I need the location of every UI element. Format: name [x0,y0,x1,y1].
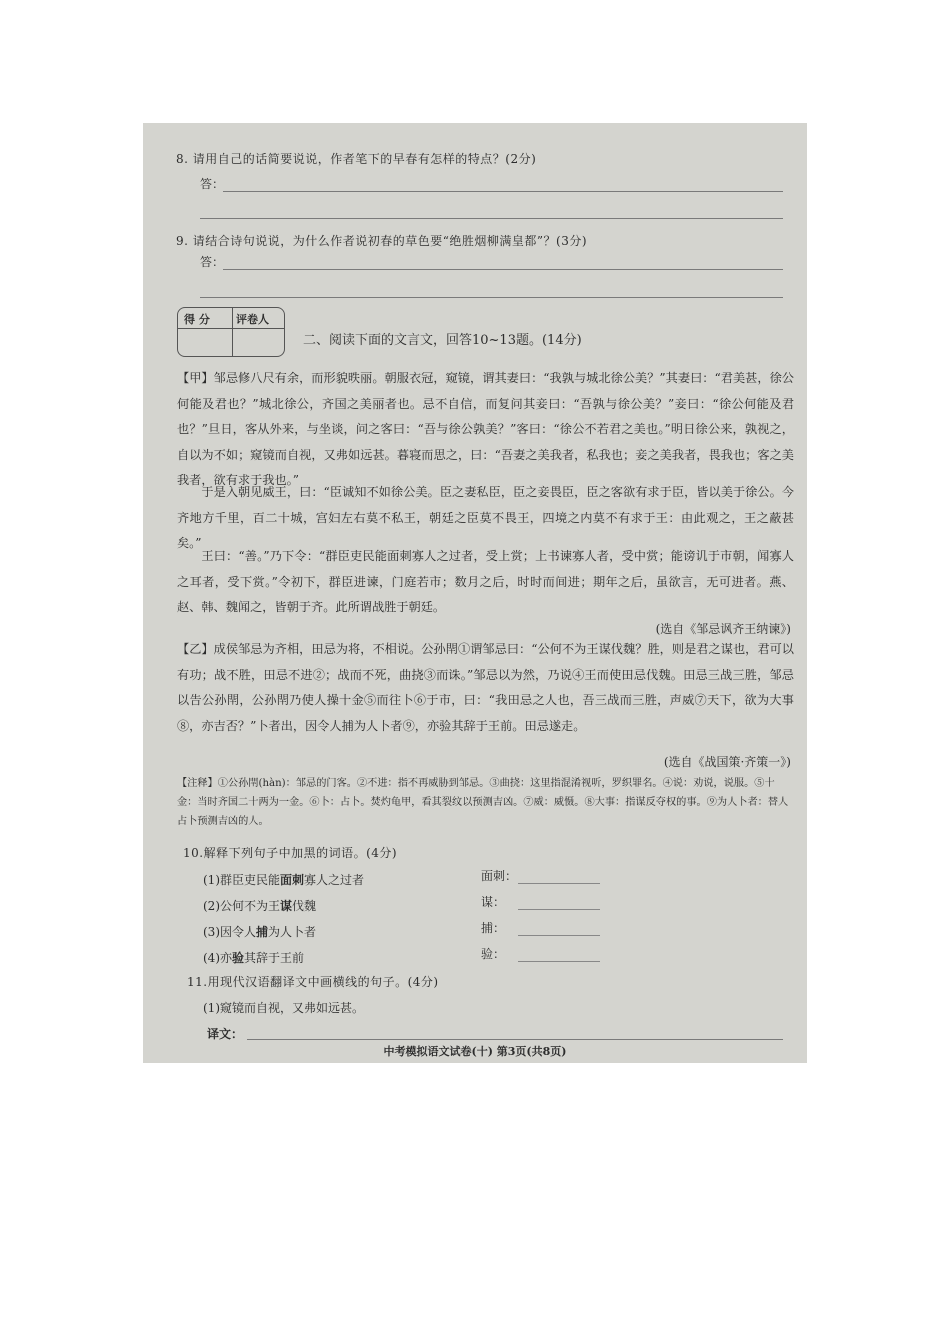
question-9: 9. 请结合诗句说说，为什么作者说初春的草色要“绝胜烟柳满皇都”？(3分) [176,234,588,248]
question-11: 11.用现代汉语翻译文中画横线的句子。(4分) [187,975,439,989]
q10-blank-label: 面刺： [481,869,518,883]
q10-item: (1)群臣吏民能面刺寡人之过者 [203,873,365,887]
passage-yi-p1: 【乙】成侯邹忌为齐相，田忌为将，不相说。公孙閈①谓邹忌曰：“公何不为王谋伐魏？胜，则是君之谋也，君可以有功；战不胜，田忌不进②；战而不死，曲挠③而诛。”邹忌以为然，乃说④王而使田忌伐魏。田忌三战三胜，邹忌以告公孙閈，公孙閈乃使人操十金⑤而往卜⑥于市，曰：“我田忌之人也，吾三战而三胜，声威⑦天下，欲为大事⑧，亦吉否？”卜者出，因令人捕为人卜者⑨，亦验其辞于王前。田忌遂走。 [177,642,794,733]
grader-label: 评卷人 [236,313,269,326]
passage-jia-p1: 【甲】邹忌修八尺有余，而形貌昳丽。朝服衣冠，窥镜，谓其妻曰：“我孰与城北徐公美？”其妻曰：“君美甚，徐公何能及君也？”城北徐公，齐国之美丽者也。忌不自信，而复问其妾曰：“吾孰与徐公美？”妾曰：“徐公何能及君也？”旦日，客从外来，与坐谈，问之客曰：“吾与徐公孰美？”客曰：“徐公不若君之美也。”明日徐公来，孰视之，自以为不如；窥镜而自视，又弗如远甚。暮寝而思之，曰：“吾妻之美我者，私我也；妾之美我者，畏我也；客之美我者，欲有求于我也。” [177,371,794,487]
answer-line[interactable] [247,1039,783,1040]
fill-blank-line[interactable] [518,883,600,884]
source-yi: (选自《战国策·齐策一》) [663,755,791,769]
annotations: 【注释】①公孙閈(hàn)：邹忌的门客。②不进：指不再威胁到邹忌。③曲挠：这里指混淆视听，罗织罪名。④说：劝说，说服。⑤十金：当时齐国二十两为一金。⑥卜：占卜。焚灼龟甲，看其裂纹以预测吉凶。⑦威：威慑。⑧大事：指谋反夺权的事。⑨为人卜者：替人占卜预测吉凶的人。 [177,778,789,827]
score-box [177,307,285,357]
section-title: 二、阅读下面的文言文，回答10~13题。(14分) [303,333,582,348]
score-label: 得 分 [184,313,210,326]
answer-line [223,191,783,192]
page-footer: 中考模拟语文试卷(十) 第3页(共8页) [383,1045,567,1058]
answer-line [200,218,783,219]
exam-page [143,123,807,1063]
answer-label-9: 答： [200,255,225,269]
source-jia: (选自《邹忌讽齐王纳谏》) [655,622,791,636]
q10-item: (2)公何不为王谋伐魏 [203,899,317,913]
passage-jia-p2: 于是入朝见威王，曰：“臣诚知不如徐公美。臣之妻私臣，臣之妾畏臣，臣之客欲有求于臣，皆以美于徐公。今齐地方千里，百二十城，宫妇左右莫不私王，朝廷之臣莫不畏王，四境之内莫不有求于王：由此观之，王之蔽甚矣。” [177,485,794,550]
fill-blank-line[interactable] [518,909,600,910]
passage-jia-p3: 王曰：“善。”乃下令：“群臣吏民能面刺寡人之过者，受上赏；上书谏寡人者，受中赏；能谤讥于市朝，闻寡人之耳者，受下赏。”令初下，群臣进谏，门庭若市；数月之后，时时而间进；期年之后，虽欲言，无可进者。燕、赵、韩、魏闻之，皆朝于齐。此所谓战胜于朝廷。 [177,549,794,614]
q10-item: (3)因令人捕为人卜者 [203,925,317,939]
fill-blank-line[interactable] [518,961,600,962]
translation-label: 译文： [207,1027,244,1041]
q10-blank-label: 谋： [481,895,506,909]
answer-line [200,297,783,298]
q10-item: (4)亦验其辞于王前 [203,951,305,965]
fill-blank-line[interactable] [518,935,600,936]
question-10: 10.解释下列句子中加黑的词语。(4分) [183,846,398,860]
q10-blank-label: 捕： [481,921,506,935]
answer-line [223,269,783,270]
question-8: 8. 请用自己的话简要说说，作者笔下的早春有怎样的特点？(2分) [176,152,537,166]
q11-sentence: (1)窥镜而自视，又弗如远甚。 [203,1001,364,1015]
q10-blank-label: 验： [481,947,506,961]
answer-label-8: 答： [200,177,225,191]
